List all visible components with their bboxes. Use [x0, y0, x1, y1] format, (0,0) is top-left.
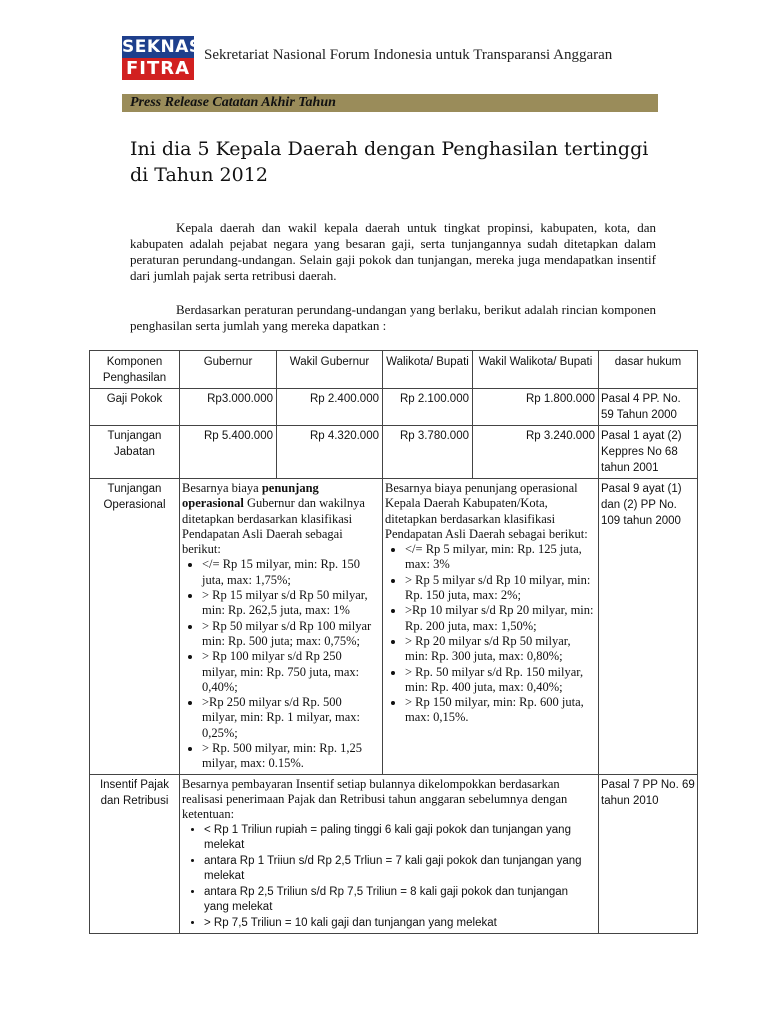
legal-basis: Pasal 4 PP. No. 59 Tahun 2000 [599, 389, 698, 426]
regency-intro: Besarnya biaya penunjang operasional Kepala Daerah Kabupaten/Kota, ditetapkan berdasarkan klasifikasi Pendapatan Asli Daerah sebagai berikut: [385, 481, 588, 541]
incentive-cell [180, 774, 599, 933]
value-cell: Rp3.000.000 [180, 389, 277, 426]
list-item: • > Rp 5 milyar s/d Rp 10 milyar, min: Rp. 150 juta, max: 2%; [405, 573, 596, 604]
section-band [122, 94, 658, 112]
list-item: • </= Rp 15 milyar, min: Rp. 150 juta, max: 1,75%; [202, 557, 380, 588]
legal-basis: Pasal 9 ayat (1) dan (2) PP No. 109 tahun 2000 [599, 479, 698, 775]
value-cell: Rp 4.320.000 [277, 426, 383, 479]
value-cell: Rp 3.780.000 [383, 426, 473, 479]
legal-basis: Pasal 1 ayat (2) Keppres No 68 tahun 2001 [599, 426, 698, 479]
list-item: • > Rp. 500 milyar, min: Rp. 1,25 milyar, max: 0.15%. [202, 741, 380, 772]
col-header: Gubernur [180, 351, 277, 389]
table-row [90, 479, 698, 775]
band-label: Press Release Catatan Akhir Tahun [130, 95, 336, 110]
list-item: • > Rp 100 milyar s/d Rp 250 milyar, min: Rp. 750 juta, max: 0,40%; [202, 649, 380, 695]
list-item: • >Rp 250 milyar s/d Rp. 500 milyar, min: Rp. 1 milyar, max: 0,25%; [202, 695, 380, 741]
provincial-intro: Besarnya biaya penunjang operasional Gubernur dan wakilnya ditetapkan berdasarkan klasifikasi Pendapatan Asli Daerah sebagai berikut: [182, 481, 365, 557]
organization-name: Sekretariat Nasional Forum Indonesia untuk Transparansi Anggaran [204, 47, 613, 63]
lead-paragraph: Berdasarkan peraturan perundang-undangan yang berlaku, berikut adalah rincian komponen penghasilan serta jumlah yang mereka dapatkan : [130, 302, 656, 333]
col-header: Wakil Gubernur [277, 351, 383, 389]
col-header: dasar hukum [599, 351, 698, 389]
list-item: • </= Rp 5 milyar, min: Rp. 125 juta, max: 3% [405, 542, 596, 573]
regency-brackets [385, 542, 596, 726]
table-row [90, 426, 698, 479]
value-cell: Rp 2.400.000 [277, 389, 383, 426]
list-item: • > Rp 150 milyar, min: Rp. 600 juta, max: 0,15%. [405, 695, 596, 726]
logo-bottom: FITRA [122, 58, 194, 80]
provincial-brackets [182, 557, 380, 771]
list-item: • antara Rp 2,5 Triliun s/d Rp 7,5 Triliun = 8 kali gaji pokok dan tunjangan yang melekat [204, 885, 596, 916]
incentive-brackets [182, 823, 596, 932]
incentive-intro: Besarnya pembayaran Insentif setiap bulannya dikelompokkan berdasarkan realisasi penerimaan Pajak dan Retribusi tahun anggaran sebelumnya dengan ketentuan: [182, 776, 568, 822]
page-title: Ini dia 5 Kepala Daerah dengan Penghasilan tertinggi di Tahun 2012 [130, 138, 649, 186]
col-header: Komponen Penghasilan [90, 351, 180, 389]
list-item: • > Rp 7,5 Triliun = 10 kali gaji dan tunjangan yang melekat [204, 916, 596, 932]
legal-basis: Pasal 7 PP No. 69 tahun 2010 [599, 774, 698, 933]
col-header: Walikota/ Bupati [383, 351, 473, 389]
list-item: • > Rp 15 milyar s/d Rp 50 milyar, min: Rp. 262,5 juta, max: 1% [202, 588, 380, 619]
value-cell: Rp 2.100.000 [383, 389, 473, 426]
row-label: Tunjangan Jabatan [90, 426, 180, 479]
col-header: Wakil Walikota/ Bupati [473, 351, 599, 389]
fitra-logo [122, 36, 202, 80]
value-cell: Rp 1.800.000 [473, 389, 599, 426]
list-item: • < Rp 1 Triliun rupiah = paling tinggi 6 kali gaji pokok dan tunjangan yang melekat [204, 823, 596, 854]
list-item: • > Rp 20 milyar s/d Rp 50 milyar, min: Rp. 300 juta, max: 0,80%; [405, 634, 596, 665]
provincial-operational-cell [180, 479, 383, 775]
row-label: Tunjangan Operasional [90, 479, 180, 775]
row-label: Insentif Pajak dan Retribusi [90, 774, 180, 933]
value-cell: Rp 5.400.000 [180, 426, 277, 479]
table-header-row [90, 351, 698, 389]
row-label: Gaji Pokok [90, 389, 180, 426]
list-item: • antara Rp 1 Triiun s/d Rp 2,5 Trliun = 7 kali gaji pokok dan tunjangan yang melekat [204, 854, 596, 885]
table-row [90, 774, 698, 933]
logo-top: SEKNAS [122, 37, 202, 57]
value-cell: Rp 3.240.000 [473, 426, 599, 479]
list-item: • > Rp. 50 milyar s/d Rp. 150 milyar, min: Rp. 400 juta, max: 0,40%; [405, 665, 596, 696]
income-table [89, 350, 698, 934]
list-item: • >Rp 10 milyar s/d Rp 20 milyar, min: Rp. 200 juta, max: 1,50%; [405, 603, 596, 634]
list-item: • > Rp 50 milyar s/d Rp 100 milyar min: Rp. 500 juta; max: 0,75%; [202, 619, 380, 650]
regency-operational-cell [383, 479, 599, 775]
table-row [90, 389, 698, 426]
intro-paragraph: Kepala daerah dan wakil kepala daerah untuk tingkat propinsi, kabupaten, kota, dan kabupaten adalah pejabat negara yang besaran gaji, serta tunjangannya sudah ditetapkan dalam peraturan perundang-undangan. Selain gaji pokok dan tunjangan, mereka juga mendapatkan insentif dari jumlah pajak serta retribusi daerah. [130, 220, 656, 283]
